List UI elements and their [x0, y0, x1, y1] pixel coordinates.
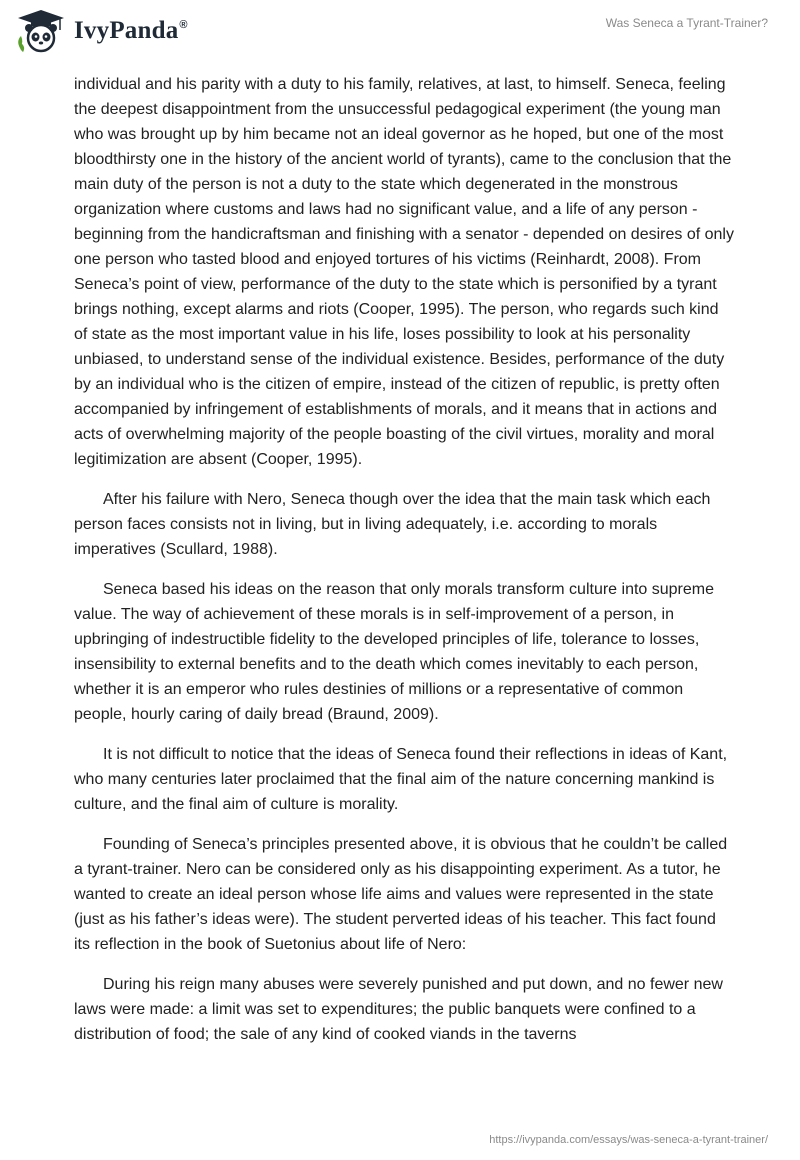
page-header — [0, 0, 800, 70]
brand-name — [74, 17, 188, 45]
essay-body — [74, 72, 734, 1062]
paragraph-2: After his failure with Nero, Seneca though over the idea that the main task which each person faces consists not in living, but in living adequately, i.e. according to morals imperatives (Scullard, 1988). — [74, 491, 711, 558]
paragraph-1: individual and his parity with a duty to his family, relatives, at last, to himself. Seneca, feeling the deepest disappointment from the unsuccessful pedagogical experiment (the young man who was brought up by him became not an ideal governor as he hoped, but one of the most bloodthirsty one in the history of the ancient world of tyrants), came to the conclusion that the main duty of the person is not a duty to the state which degenerated in the monstrous organization where customs and laws had no significant value, and a life of any person - beginning from the handicraftsman and finishing with a senator - depended on desires of only one person who tasted blood and enjoyed tortures of his victims (Reinhardt, 2008). From Seneca’s point of view, performance of the duty to the state which is personified by a tyrant brings nothing, except alarms and riots (Cooper, 1995). The person, who regards such kind of state as the most important value in his life, loses possibility to look at his personality unbiased, to understand sense of the individual existence. Besides, performance of the duty by an individual who is the citizen of empire, instead of the citizen of republic, is pretty often accompanied by infringement of establishments of morals, and it means that in actions and acts of overwhelming majority of the people boasting of the civil virtues, morality and moral legitimization are absent (Cooper, 1995). — [74, 76, 734, 468]
document-title: Was Seneca a Tyrant-Trainer? — [605, 16, 768, 30]
panda-graduate-icon — [14, 8, 68, 54]
ivypanda-logo[interactable] — [14, 8, 188, 54]
paragraph-6-quote: During his reign many abuses were severely punished and put down, and no fewer new laws were made: a limit was set to expenditures; the public banquets were confined to a distribution of food; the sale of any kind of cooked viands in the taverns — [74, 976, 723, 1043]
paragraph-3: Seneca based his ideas on the reason that only morals transform culture into supreme value. The way of achievement of these morals is in self-improvement of a person, in upbringing of indestructible fidelity to the developed principles of life, tolerance to losses, insensibility to external benefits and to the death which comes inevitably to each person, whether it is an emperor who rules destinies of millions or a representative of common people, hourly caring of daily bread (Braund, 2009). — [74, 581, 714, 723]
registered-mark: ® — [179, 19, 188, 31]
brand-name-text: IvyPanda — [74, 17, 179, 44]
source-url-link[interactable]: https://ivypanda.com/essays/was-seneca-a-tyrant-trainer/ — [489, 1134, 768, 1146]
paragraph-5: Founding of Seneca’s principles presented above, it is obvious that he couldn’t be called a tyrant-trainer. Nero can be considered only as his disappointing experiment. As a tutor, he wanted to create an ideal person whose life aims and values were represented in the state (just as his father’s ideas were). The student perverted ideas of his teacher. This fact found its reflection in the book of Suetonius about life of Nero: — [74, 836, 728, 953]
paragraph-4: It is not difficult to notice that the ideas of Seneca found their reflections in ideas of Kant, who many centuries later proclaimed that the final aim of the nature concerning mankind is culture, and the final aim of culture is morality. — [74, 746, 728, 813]
